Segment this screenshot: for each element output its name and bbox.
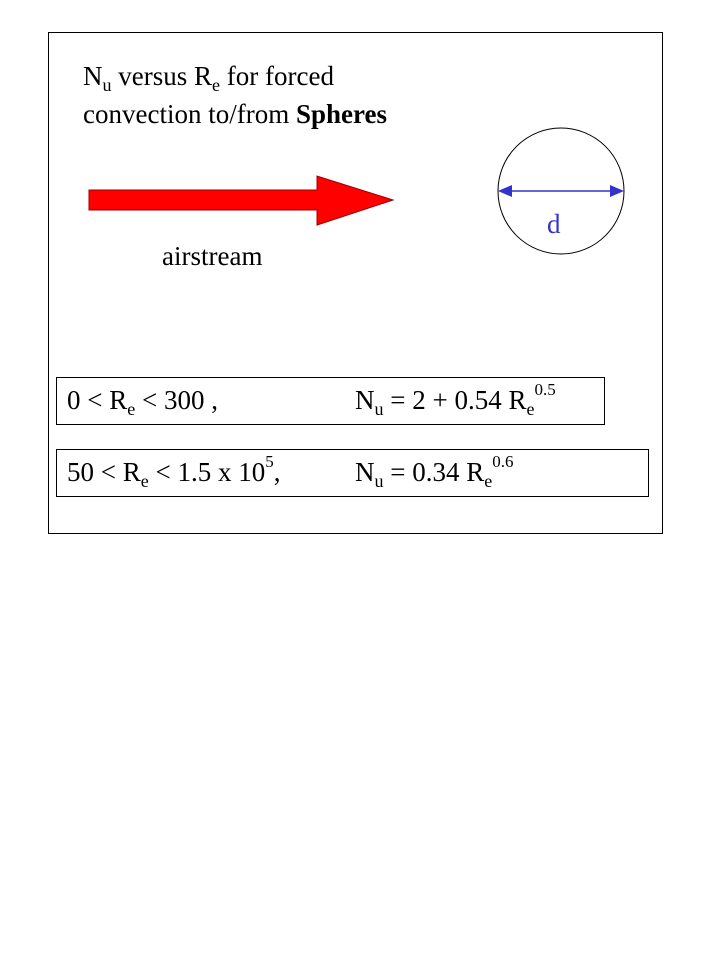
nusselt-formula-2 [355,452,514,491]
formula-2-text: = 0.34 R [383,457,485,487]
airstream-arrow-icon [88,175,396,229]
title-n-subscript: u [102,75,112,95]
title-spheres: Spheres [295,99,387,129]
equation-box-1 [56,377,605,425]
formula-1-exponent: 0.5 [534,380,556,399]
title-line-2 [83,95,387,133]
range-2-comma: , [273,457,281,487]
range-condition-2 [67,452,281,491]
range-1-subscript: e [127,399,136,419]
title-r: R [194,61,213,91]
title-r-subscript: e [212,75,221,95]
equation-box-2 [56,449,649,497]
title-n: N [83,61,103,91]
slide-frame [48,32,663,534]
range-1-text-b: < 300 , [135,385,218,415]
title-line-1 [83,57,387,95]
title-convection: convection to/from [83,99,296,129]
title-versus: versus [111,61,194,91]
range-condition-1 [67,385,218,419]
range-2-text-a: 50 < R [67,457,141,487]
slide-title [83,57,387,133]
formula-2-n: N [355,457,375,487]
title-for-forced: for forced [220,61,334,91]
formula-1-n: N [355,385,375,415]
nusselt-formula-1 [355,380,556,419]
formula-2-exponent: 0.6 [492,452,514,471]
diameter-label: d [547,209,561,239]
formula-2-r-subscript: e [484,471,493,491]
range-2-exponent: 5 [265,452,274,471]
range-2-text-b: < 1.5 x 10 [148,457,266,487]
range-2-subscript: e [140,471,149,491]
airstream-label: airstream [162,241,263,271]
formula-1-text: = 2 + 0.54 R [383,385,527,415]
formula-1-n-subscript: u [374,399,384,419]
formula-1-r-subscript: e [526,399,535,419]
range-1-text-a: 0 < R [67,385,128,415]
sphere-diagram [495,125,627,257]
formula-2-n-subscript: u [374,471,384,491]
airstream-arrow-shape [89,176,393,225]
